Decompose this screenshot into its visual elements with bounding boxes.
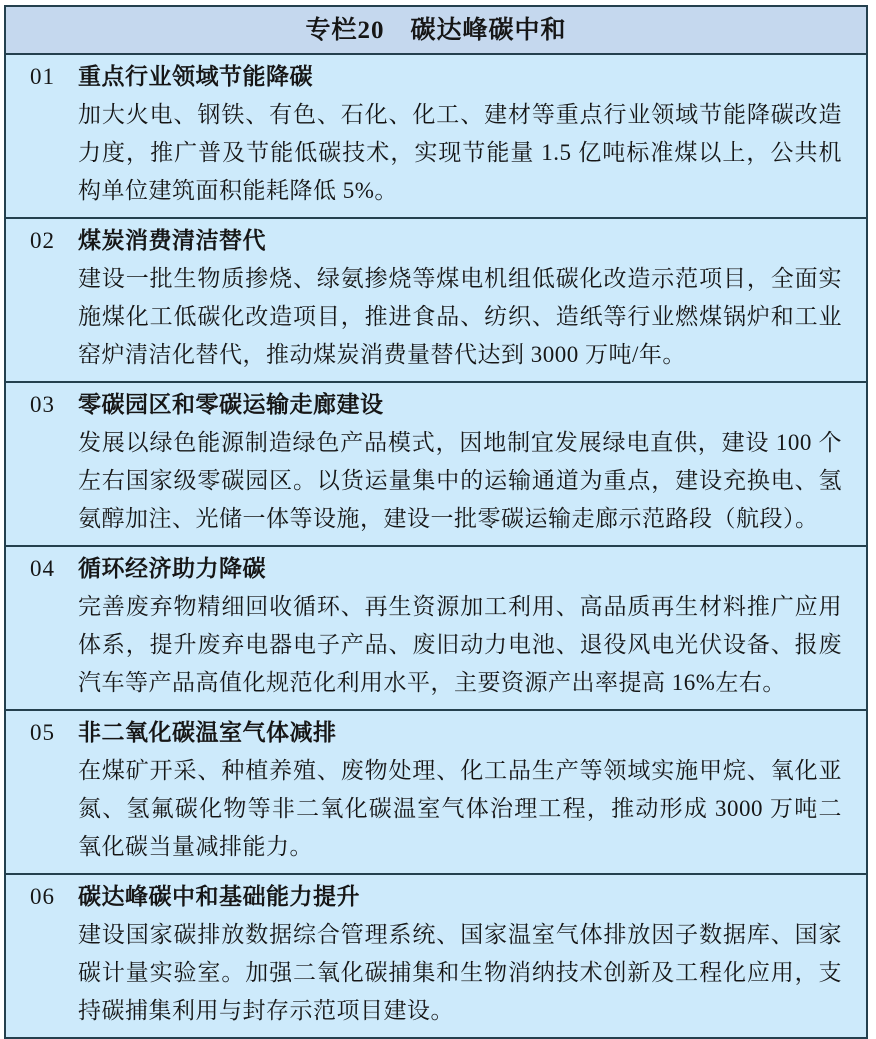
section-title: 循环经济助力降碳 (78, 556, 266, 581)
section-title-row (30, 58, 842, 96)
section-01 (6, 55, 866, 219)
section-number: 06 (30, 884, 55, 909)
section-title: 零碳园区和零碳运输走廊建设 (78, 392, 384, 417)
section-body: 在煤矿开采、种植养殖、废物处理、化工品生产等领域实施甲烷、氧化亚氮、氢氟碳化物等非二氧化碳温室气体治理工程，推动形成 3000 万吨二氧化碳当量减排能力。 (78, 758, 843, 859)
section-body: 加大火电、钢铁、有色、石化、化工、建材等重点行业领域节能降碳改造力度，推广普及节能低碳技术，实现节能量 1.5 亿吨标准煤以上，公共机构单位建筑面积能耗降低 5%。 (78, 102, 842, 203)
section-number: 03 (30, 392, 55, 417)
section-04 (6, 547, 866, 711)
section-number: 01 (30, 64, 55, 89)
section-title-row (30, 714, 842, 752)
section-title-row (30, 550, 842, 588)
section-title: 碳达峰碳中和基础能力提升 (78, 884, 360, 909)
section-number: 05 (30, 720, 55, 745)
section-06 (6, 875, 866, 1037)
section-body: 发展以绿色能源制造绿色产品模式，因地制宜发展绿电直供，建设 100 个左右国家级零碳园区。以货运量集中的运输通道为重点，建设充换电、氢氨醇加注、光储一体等设施，建设一批零碳运输走廊示范路段（航段）。 (78, 430, 842, 531)
section-title-row (30, 222, 842, 260)
panel-title: 专栏20 碳达峰碳中和 (6, 7, 866, 55)
section-02 (6, 219, 866, 383)
section-05 (6, 711, 866, 875)
section-03 (6, 383, 866, 547)
section-title-row (30, 878, 842, 916)
section-body: 建设国家碳排放数据综合管理系统、国家温室气体排放因子数据库、国家碳计量实验室。加强二氧化碳捕集和生物消纳技术创新及工程化应用，支持碳捕集利用与封存示范项目建设。 (78, 922, 842, 1023)
section-title: 重点行业领域节能降碳 (78, 64, 313, 89)
section-title: 非二氧化碳温室气体减排 (78, 720, 337, 745)
section-title: 煤炭消费清洁替代 (78, 228, 266, 253)
section-number: 04 (30, 556, 55, 581)
section-number: 02 (30, 228, 55, 253)
carbon-neutrality-panel (4, 5, 868, 1039)
section-title-row (30, 386, 842, 424)
section-body: 完善废弃物精细回收循环、再生资源加工利用、高品质再生材料推广应用体系，提升废弃电器电子产品、废旧动力电池、退役风电光伏设备、报废汽车等产品高值化规范化利用水平，主要资源产出率提高 16%左右。 (78, 594, 842, 695)
section-body: 建设一批生物质掺烧、绿氨掺烧等煤电机组低碳化改造示范项目，全面实施煤化工低碳化改造项目，推进食品、纺织、造纸等行业燃煤锅炉和工业窑炉清洁化替代，推动煤炭消费量替代达到 3000 万吨/年。 (78, 266, 842, 367)
